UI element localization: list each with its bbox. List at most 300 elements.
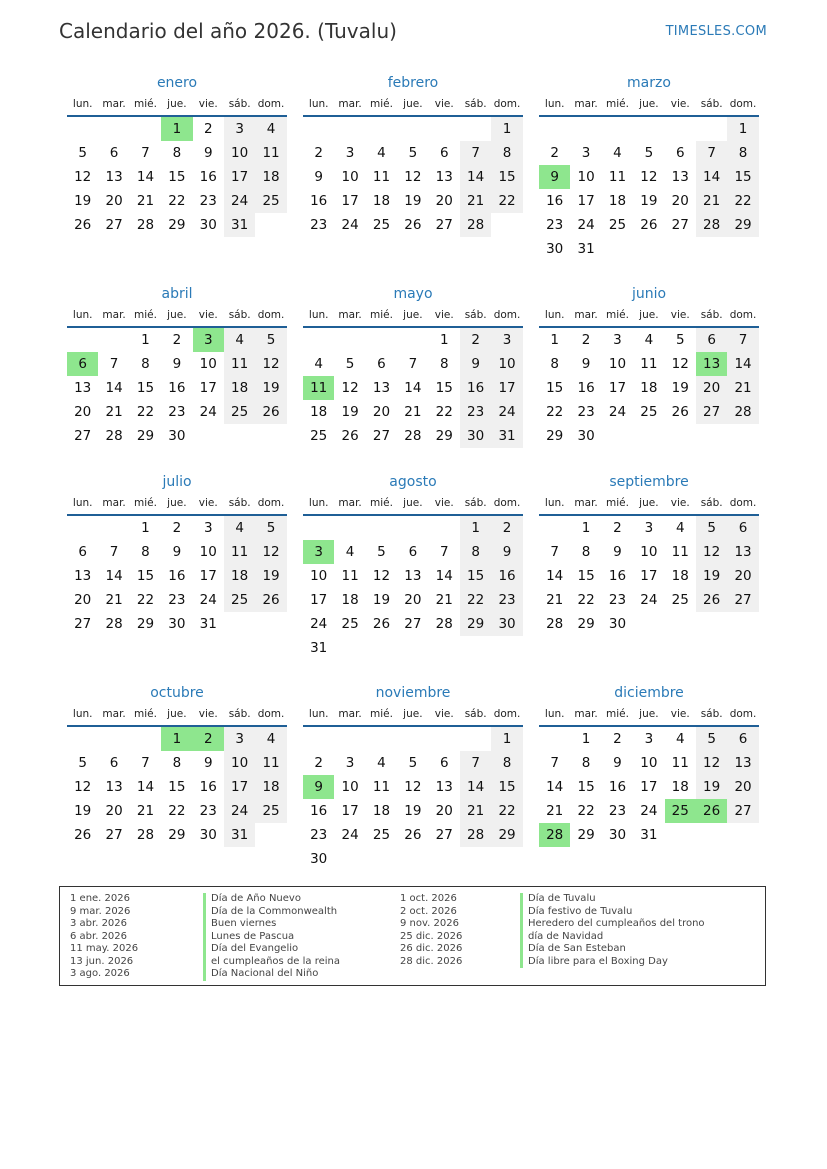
legend-holiday-name: Lunes de Pascua <box>203 931 340 944</box>
day-cell: 12 <box>255 540 286 564</box>
legend-date: 11 may. 2026 <box>70 943 139 954</box>
day-cell: 23 <box>577 404 595 420</box>
day-cell: 2 <box>613 731 622 747</box>
day-cell: 31 <box>199 616 217 632</box>
day-cell: 12 <box>74 779 92 795</box>
day-cell: 7 <box>550 755 559 771</box>
day-cell: 12 <box>671 356 689 372</box>
holiday-day: 9 <box>303 775 334 799</box>
day-cell: 28 <box>136 827 155 843</box>
legend-date: 26 dic. 2026 <box>400 943 463 954</box>
legend-holiday-name: Día de Tuvalu <box>520 893 705 906</box>
weekday-label: mar. <box>102 98 126 110</box>
day-cell: 28 <box>404 428 422 444</box>
day-cell: 29 <box>168 827 186 843</box>
day-cell: 9 <box>460 352 491 376</box>
day-cell: 3 <box>581 145 591 161</box>
day-cell: 31 <box>577 241 595 257</box>
day-cell: 16 <box>199 169 217 185</box>
empty-cell <box>67 117 98 141</box>
day-cell: 15 <box>577 779 595 795</box>
empty-cell <box>633 117 664 141</box>
day-cell: 2 <box>550 145 559 161</box>
day-cell: 21 <box>546 592 564 608</box>
day-cell: 21 <box>460 189 491 213</box>
day-cell: 8 <box>141 356 150 372</box>
day-cell: 22 <box>577 803 595 819</box>
day-cell: 26 <box>255 588 286 612</box>
empty-cell <box>67 328 98 352</box>
legend-holiday-name: Heredero del cumpleaños del trono <box>520 918 705 931</box>
day-cell: 27 <box>372 428 391 444</box>
weekday-label: sáb. <box>464 497 487 509</box>
day-cell: 5 <box>408 755 418 771</box>
day-cell: 4 <box>377 145 386 161</box>
weekday-label: dom. <box>729 98 757 110</box>
day-cell: 11 <box>372 169 391 185</box>
empty-cell <box>366 727 397 751</box>
day-cell: 2 <box>172 520 182 536</box>
day-cell: 2 <box>460 328 491 352</box>
day-cell: 25 <box>608 217 627 233</box>
month-junio <box>539 283 759 448</box>
month-enero <box>67 72 287 237</box>
empty-cell <box>130 117 161 141</box>
day-grid <box>67 328 287 448</box>
month-mayo <box>303 283 523 448</box>
empty-cell <box>539 117 570 141</box>
weekday-label: sáb. <box>228 708 251 720</box>
legend-date: 6 abr. 2026 <box>70 930 128 942</box>
day-cell: 11 <box>640 356 658 372</box>
weekday-label: dom. <box>729 708 757 720</box>
day-cell: 8 <box>172 145 182 161</box>
day-cell: 17 <box>341 193 359 209</box>
holiday-day: 28 <box>539 823 570 847</box>
day-cell: 6 <box>696 328 727 352</box>
day-cell: 7 <box>460 751 491 775</box>
empty-cell <box>98 117 129 141</box>
day-cell: 15 <box>727 165 758 189</box>
holiday-day: 3 <box>303 540 334 564</box>
day-cell: 26 <box>341 428 359 444</box>
day-cell: 27 <box>727 588 758 612</box>
day-cell: 14 <box>727 352 758 376</box>
day-cell: 14 <box>546 568 564 584</box>
day-cell: 16 <box>310 193 328 209</box>
weekday-label: jue. <box>167 309 187 321</box>
weekday-label: mié. <box>370 497 393 509</box>
day-cell: 28 <box>546 616 564 632</box>
day-cell: 15 <box>577 568 595 584</box>
weekday-label: jue. <box>403 309 423 321</box>
day-grid <box>303 328 523 448</box>
day-cell: 30 <box>577 428 595 444</box>
day-cell: 23 <box>491 588 522 612</box>
day-cell: 6 <box>408 544 418 560</box>
day-cell: 17 <box>640 568 658 584</box>
weekday-label: mié. <box>370 708 393 720</box>
weekday-header <box>67 305 287 328</box>
month-octubre <box>67 682 287 847</box>
day-cell: 11 <box>255 141 286 165</box>
holiday-day: 3 <box>193 328 224 352</box>
day-cell: 16 <box>168 380 186 396</box>
day-cell: 11 <box>671 544 689 560</box>
day-cell: 24 <box>224 189 255 213</box>
day-cell: 6 <box>109 755 119 771</box>
day-cell: 16 <box>491 564 522 588</box>
day-cell: 24 <box>341 827 359 843</box>
day-cell: 10 <box>640 755 658 771</box>
day-cell: 27 <box>727 799 758 823</box>
day-cell: 16 <box>460 376 491 400</box>
day-cell: 6 <box>78 544 87 560</box>
weekday-label: mié. <box>134 497 157 509</box>
day-grid <box>67 727 287 847</box>
day-cell: 8 <box>141 544 150 560</box>
day-cell: 12 <box>640 169 658 185</box>
day-cell: 31 <box>491 424 522 448</box>
day-cell: 25 <box>224 400 255 424</box>
day-cell: 7 <box>408 356 418 372</box>
empty-cell <box>366 516 397 540</box>
day-cell: 3 <box>224 117 255 141</box>
day-cell: 14 <box>546 779 564 795</box>
day-cell: 8 <box>581 755 591 771</box>
day-cell: 27 <box>74 616 92 632</box>
day-cell: 15 <box>491 165 522 189</box>
empty-cell <box>366 328 397 352</box>
day-cell: 15 <box>546 380 564 396</box>
day-cell: 1 <box>141 520 150 536</box>
weekday-header <box>67 493 287 516</box>
weekday-label: sáb. <box>228 309 251 321</box>
weekday-label: mar. <box>574 309 598 321</box>
month-name: noviembre <box>375 685 451 701</box>
day-cell: 9 <box>203 145 213 161</box>
day-cell: 4 <box>314 356 323 372</box>
day-cell: 24 <box>640 803 658 819</box>
day-cell: 2 <box>314 755 323 771</box>
day-cell: 13 <box>404 568 422 584</box>
weekday-label: sáb. <box>228 98 251 110</box>
month-julio <box>67 471 287 636</box>
day-cell: 2 <box>613 520 622 536</box>
day-cell: 17 <box>577 193 595 209</box>
day-cell: 26 <box>671 404 689 420</box>
day-cell: 23 <box>168 404 186 420</box>
weekday-label: lun. <box>72 309 93 321</box>
day-cell: 4 <box>613 145 622 161</box>
legend-date: 2 oct. 2026 <box>400 905 457 917</box>
day-cell: 3 <box>345 755 355 771</box>
empty-cell <box>334 328 365 352</box>
day-cell: 21 <box>105 404 123 420</box>
weekday-label: lun. <box>308 708 329 720</box>
day-cell: 25 <box>255 189 286 213</box>
day-cell: 8 <box>172 755 182 771</box>
month-febrero <box>303 72 523 237</box>
day-cell: 1 <box>439 332 449 348</box>
day-cell: 19 <box>404 193 422 209</box>
weekday-label: lun. <box>72 497 93 509</box>
day-cell: 24 <box>608 404 627 420</box>
empty-cell <box>303 117 334 141</box>
day-cell: 6 <box>377 356 386 372</box>
day-cell: 30 <box>199 827 217 843</box>
day-cell: 17 <box>341 803 359 819</box>
empty-cell <box>366 117 397 141</box>
day-cell: 3 <box>644 520 654 536</box>
day-cell: 12 <box>255 352 286 376</box>
empty-cell <box>397 328 428 352</box>
day-cell: 4 <box>224 328 255 352</box>
empty-cell <box>303 516 334 540</box>
legend-holiday-name: Día de San Esteban <box>520 943 705 956</box>
weekday-label: dom. <box>257 497 285 509</box>
holiday-legend <box>59 886 766 986</box>
empty-cell <box>539 727 570 751</box>
day-cell: 21 <box>136 193 155 209</box>
day-cell: 25 <box>640 404 658 420</box>
day-cell: 12 <box>404 169 422 185</box>
day-cell: 9 <box>172 544 182 560</box>
day-cell: 23 <box>310 827 328 843</box>
month-name: febrero <box>387 75 439 91</box>
day-cell: 9 <box>314 169 323 185</box>
day-cell: 7 <box>109 544 119 560</box>
day-cell: 9 <box>581 356 591 372</box>
day-cell: 20 <box>74 592 92 608</box>
day-cell: 4 <box>255 117 286 141</box>
empty-cell <box>539 516 570 540</box>
legend-holiday-name: el cumpleaños de la reina <box>203 956 340 969</box>
weekday-label: mié. <box>134 708 157 720</box>
page-title: Calendario del año 2026. (Tuvalu) <box>59 19 397 43</box>
empty-cell <box>98 727 129 751</box>
day-cell: 26 <box>696 588 727 612</box>
legend-date: 3 abr. 2026 <box>70 918 128 929</box>
day-cell: 5 <box>78 755 87 771</box>
day-cell: 7 <box>460 141 491 165</box>
day-cell: 17 <box>310 592 328 608</box>
empty-cell <box>334 516 365 540</box>
day-cell: 25 <box>224 588 255 612</box>
day-cell: 18 <box>255 165 286 189</box>
day-grid <box>67 117 287 237</box>
day-cell: 17 <box>640 779 658 795</box>
day-cell: 20 <box>105 803 123 819</box>
weekday-label: jue. <box>167 497 187 509</box>
day-cell: 20 <box>727 775 758 799</box>
day-cell: 15 <box>136 380 155 396</box>
holiday-day: 1 <box>161 727 192 751</box>
day-cell: 14 <box>136 169 155 185</box>
weekday-label: sáb. <box>700 708 723 720</box>
legend-names-right <box>520 893 705 968</box>
day-cell: 5 <box>255 328 286 352</box>
day-cell: 13 <box>74 568 92 584</box>
weekday-label: vie. <box>670 497 690 509</box>
day-cell: 21 <box>404 404 422 420</box>
day-cell: 24 <box>491 400 522 424</box>
legend-holiday-name: Día de Año Nuevo <box>203 893 340 906</box>
empty-cell <box>98 516 129 540</box>
day-cell: 26 <box>255 400 286 424</box>
empty-cell <box>665 117 696 141</box>
day-cell: 16 <box>168 568 186 584</box>
day-cell: 16 <box>608 779 627 795</box>
month-name: marzo <box>627 75 671 91</box>
day-cell: 8 <box>727 141 758 165</box>
day-cell: 7 <box>109 356 119 372</box>
day-cell: 20 <box>74 404 92 420</box>
day-cell: 6 <box>727 516 758 540</box>
legend-date: 25 dic. 2026 <box>400 930 463 942</box>
day-cell: 5 <box>408 145 418 161</box>
day-cell: 17 <box>608 380 627 396</box>
day-cell: 18 <box>608 193 627 209</box>
day-cell: 15 <box>136 568 155 584</box>
day-cell: 31 <box>224 213 255 237</box>
day-cell: 16 <box>310 803 328 819</box>
weekday-label: mar. <box>574 98 598 110</box>
day-cell: 24 <box>640 592 658 608</box>
day-cell: 22 <box>168 803 186 819</box>
day-cell: 11 <box>341 568 359 584</box>
day-cell: 17 <box>224 775 255 799</box>
day-cell: 26 <box>404 827 422 843</box>
day-cell: 23 <box>199 193 217 209</box>
day-cell: 21 <box>727 376 758 400</box>
weekday-label: jue. <box>639 708 659 720</box>
day-cell: 20 <box>435 803 453 819</box>
empty-cell <box>429 727 460 751</box>
day-cell: 22 <box>136 404 155 420</box>
weekday-label: jue. <box>403 98 423 110</box>
day-cell: 22 <box>727 189 758 213</box>
day-cell: 22 <box>435 404 453 420</box>
day-cell: 15 <box>435 380 453 396</box>
day-cell: 9 <box>613 544 622 560</box>
weekday-label: lun. <box>544 708 565 720</box>
day-cell: 19 <box>640 193 658 209</box>
day-cell: 15 <box>460 564 491 588</box>
weekday-label: dom. <box>729 497 757 509</box>
day-cell: 28 <box>435 616 453 632</box>
day-cell: 29 <box>136 616 155 632</box>
site-link[interactable]: TIMESLES.COM <box>665 24 767 39</box>
day-cell: 14 <box>696 165 727 189</box>
day-cell: 30 <box>199 217 217 233</box>
day-cell: 27 <box>435 827 453 843</box>
day-cell: 24 <box>577 217 595 233</box>
day-cell: 23 <box>608 592 627 608</box>
day-grid <box>539 516 759 636</box>
day-cell: 4 <box>224 516 255 540</box>
day-cell: 1 <box>581 520 591 536</box>
day-cell: 30 <box>460 424 491 448</box>
day-cell: 22 <box>491 799 522 823</box>
holiday-day: 25 <box>665 799 696 823</box>
day-cell: 29 <box>460 612 491 636</box>
legend-holiday-name: Buen viernes <box>203 918 340 931</box>
holiday-day: 2 <box>193 727 224 751</box>
day-cell: 22 <box>577 592 595 608</box>
day-cell: 23 <box>310 217 328 233</box>
day-cell: 24 <box>199 404 217 420</box>
weekday-label: lun. <box>72 98 93 110</box>
weekday-label: vie. <box>434 708 454 720</box>
empty-cell <box>303 328 334 352</box>
day-cell: 5 <box>345 356 355 372</box>
legend-names-left <box>203 893 340 981</box>
day-cell: 10 <box>199 356 217 372</box>
weekday-label: jue. <box>639 309 659 321</box>
weekday-label: sáb. <box>464 708 487 720</box>
weekday-label: vie. <box>198 98 218 110</box>
day-cell: 17 <box>491 376 522 400</box>
day-cell: 2 <box>203 121 213 137</box>
day-cell: 5 <box>696 516 727 540</box>
day-cell: 8 <box>491 141 522 165</box>
day-cell: 25 <box>372 217 391 233</box>
month-agosto <box>303 471 523 660</box>
weekday-label: dom. <box>729 309 757 321</box>
day-cell: 18 <box>224 376 255 400</box>
weekday-label: vie. <box>198 309 218 321</box>
day-cell: 20 <box>727 564 758 588</box>
day-cell: 29 <box>546 428 564 444</box>
day-cell: 19 <box>671 380 689 396</box>
day-cell: 28 <box>727 400 758 424</box>
day-cell: 21 <box>435 592 453 608</box>
empty-cell <box>397 727 428 751</box>
day-cell: 9 <box>613 755 622 771</box>
weekday-label: mié. <box>370 309 393 321</box>
weekday-label: jue. <box>403 708 423 720</box>
weekday-label: mar. <box>338 309 362 321</box>
day-cell: 11 <box>224 352 255 376</box>
day-cell: 31 <box>310 640 328 656</box>
month-name: agosto <box>389 474 437 490</box>
day-cell: 30 <box>608 827 627 843</box>
day-cell: 1 <box>581 731 591 747</box>
day-cell: 5 <box>675 332 685 348</box>
weekday-label: mié. <box>134 309 157 321</box>
weekday-label: vie. <box>434 497 454 509</box>
day-cell: 31 <box>640 827 658 843</box>
weekday-label: lun. <box>72 708 93 720</box>
day-grid <box>539 328 759 448</box>
weekday-label: mar. <box>102 708 126 720</box>
day-cell: 9 <box>172 356 182 372</box>
day-cell: 1 <box>460 516 491 540</box>
day-cell: 20 <box>671 193 689 209</box>
weekday-label: mar. <box>574 497 598 509</box>
day-cell: 22 <box>168 193 186 209</box>
weekday-label: mié. <box>606 309 629 321</box>
empty-cell <box>334 727 365 751</box>
day-cell: 8 <box>581 544 591 560</box>
day-cell: 21 <box>136 803 155 819</box>
weekday-label: vie. <box>670 708 690 720</box>
day-cell: 21 <box>460 799 491 823</box>
day-cell: 10 <box>341 169 359 185</box>
legend-holiday-name: Día del Evangelio <box>203 943 340 956</box>
day-cell: 18 <box>310 404 328 420</box>
